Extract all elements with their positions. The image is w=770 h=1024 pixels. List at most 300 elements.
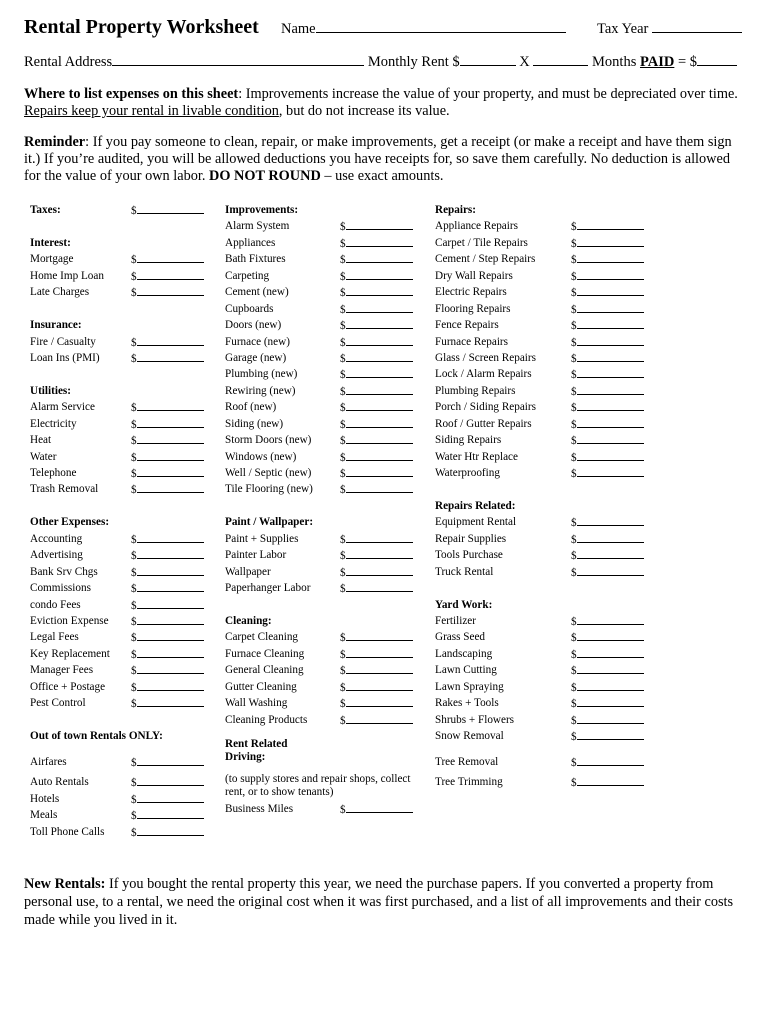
expense-row — [30, 695, 210, 711]
expense-row — [30, 807, 210, 823]
amount-blank[interactable] — [577, 416, 644, 428]
amount-field[interactable] — [340, 218, 413, 235]
amount-field[interactable] — [571, 695, 644, 712]
amount-blank[interactable] — [346, 416, 413, 428]
amount-blank[interactable] — [577, 465, 644, 477]
expense-row — [225, 771, 420, 784]
amount-field[interactable] — [131, 695, 204, 712]
amount-blank[interactable] — [137, 564, 204, 576]
item-label-legal-fees: Legal Fees — [30, 631, 79, 644]
amount-field[interactable] — [340, 679, 413, 696]
dollar-sign: $ — [571, 336, 577, 349]
dollar-sign: $ — [571, 237, 577, 250]
amount-field[interactable] — [131, 791, 204, 808]
amount-blank[interactable] — [577, 301, 644, 313]
amount-field[interactable] — [340, 449, 413, 466]
amount-blank[interactable] — [577, 432, 644, 444]
dollar-sign: $ — [340, 566, 346, 579]
amount-field[interactable] — [131, 481, 204, 498]
section-heading-repairs-related: Repairs Related: — [435, 499, 516, 512]
amount-field[interactable] — [340, 416, 413, 433]
amount-blank[interactable] — [137, 202, 204, 214]
amount-field[interactable] — [340, 383, 413, 400]
item-label-gutter-cleaning: Gutter Cleaning — [225, 680, 297, 693]
amount-field[interactable] — [131, 662, 204, 679]
dollar-sign: $ — [340, 369, 346, 382]
item-label-plumbing-new: Plumbing (new) — [225, 368, 298, 381]
amount-field[interactable] — [131, 824, 204, 841]
amount-blank[interactable] — [577, 399, 644, 411]
dollar-sign: $ — [131, 484, 137, 497]
amount-blank[interactable] — [346, 465, 413, 477]
amount-field[interactable] — [571, 712, 644, 729]
section-heading-row — [435, 597, 650, 613]
name-blank[interactable] — [316, 20, 566, 33]
item-label-storm-doors-new: Storm Doors (new) — [225, 434, 312, 447]
amount-blank[interactable] — [137, 695, 204, 707]
amount-field[interactable] — [340, 235, 413, 252]
new-rentals-bold: New Rentals: — [24, 876, 106, 892]
amount-field[interactable] — [131, 251, 204, 268]
amount-blank[interactable] — [137, 629, 204, 641]
amount-field[interactable] — [340, 547, 413, 564]
expense-row — [30, 449, 210, 465]
amount-field[interactable] — [131, 350, 204, 367]
amount-field[interactable] — [131, 399, 204, 416]
amount-blank[interactable] — [137, 432, 204, 444]
amount-blank[interactable] — [137, 531, 204, 543]
amount-field[interactable] — [340, 629, 413, 646]
item-label-furnace-cleaning: Furnace Cleaning — [225, 647, 305, 660]
item-label-electric-repairs: Electric Repairs — [435, 286, 507, 299]
expense-row — [225, 334, 420, 350]
dollar-sign: $ — [131, 418, 137, 431]
amount-blank[interactable] — [346, 547, 413, 559]
amount-field[interactable] — [340, 366, 413, 383]
amount-field[interactable] — [571, 317, 644, 334]
amount-field[interactable] — [131, 547, 204, 564]
amount-field[interactable] — [571, 514, 644, 531]
dollar-sign: $ — [131, 270, 137, 283]
amount-field[interactable] — [131, 202, 204, 219]
amount-blank[interactable] — [577, 514, 644, 526]
months-blank[interactable] — [533, 53, 588, 66]
amount-blank[interactable] — [346, 695, 413, 707]
amount-blank[interactable] — [577, 695, 644, 707]
monthly-rent-blank[interactable] — [460, 53, 516, 66]
expense-row — [30, 662, 210, 678]
section-heading-row — [225, 736, 420, 749]
dollar-sign: $ — [131, 451, 137, 464]
amount-field[interactable] — [340, 580, 413, 597]
expense-row — [435, 366, 650, 382]
amount-field[interactable] — [131, 465, 204, 482]
dollar-sign: $ — [131, 583, 137, 596]
dollar-sign: $ — [131, 777, 137, 790]
dollar-sign: $ — [571, 418, 577, 431]
item-label-shrubs-flowers: Shrubs + Flowers — [435, 713, 515, 726]
amount-field[interactable] — [131, 597, 204, 614]
item-label-hotels: Hotels — [30, 792, 60, 805]
amount-field[interactable] — [571, 646, 644, 663]
expense-row — [225, 218, 420, 234]
reminder-text: : If you pay someone to clean, repair, or make improvements, get a receipt (or make a receipt and have them sign it.) If you’re audited, you will be allowed deductions you have receipts for, so save them carefully. No deduction is allowed for the value of your own labor. — [24, 134, 732, 184]
amount-blank[interactable] — [137, 465, 204, 477]
amount-field[interactable] — [571, 432, 644, 449]
amount-field[interactable] — [340, 662, 413, 679]
section-heading-row — [225, 749, 420, 765]
item-label-snow-removal: Snow Removal — [435, 730, 504, 742]
amount-blank[interactable] — [577, 754, 644, 766]
expense-row — [30, 251, 210, 267]
amount-blank[interactable] — [346, 350, 413, 362]
amount-field[interactable] — [340, 564, 413, 581]
amount-blank[interactable] — [577, 350, 644, 362]
dollar-sign: $ — [571, 221, 577, 234]
item-label-landscaping: Landscaping — [435, 647, 493, 660]
dollar-sign: $ — [131, 615, 137, 628]
expense-row — [435, 383, 650, 399]
amount-blank[interactable] — [577, 334, 644, 346]
item-label-furnace-new: Furnace (new) — [225, 335, 290, 348]
amount-field[interactable] — [131, 754, 204, 771]
expense-row — [225, 695, 420, 711]
amount-field[interactable] — [571, 284, 644, 301]
amount-blank[interactable] — [346, 481, 413, 493]
amount-field[interactable] — [340, 801, 413, 818]
dollar-sign: $ — [131, 698, 137, 711]
amount-field[interactable] — [131, 580, 204, 597]
expense-row — [225, 449, 420, 465]
tax-year-blank[interactable] — [652, 20, 742, 33]
section-heading-row — [30, 514, 210, 530]
amount-blank[interactable] — [346, 317, 413, 329]
amount-blank[interactable] — [346, 383, 413, 395]
section-heading-out-of-town-rentals-only: Out of town Rentals ONLY: — [30, 730, 163, 742]
expense-row — [30, 432, 210, 448]
expense-row — [225, 481, 420, 497]
amount-field[interactable] — [131, 646, 204, 663]
dollar-sign: $ — [131, 632, 137, 645]
amount-blank[interactable] — [137, 613, 204, 625]
amount-blank[interactable] — [137, 350, 204, 362]
amount-blank[interactable] — [137, 791, 204, 803]
item-label-waterproofing: Waterproofing — [435, 467, 500, 479]
item-label-well-septic-new: Well / Septic (new) — [225, 467, 312, 479]
item-label-heat: Heat — [30, 434, 52, 447]
total-rent-blank[interactable] — [697, 53, 737, 66]
section-heading-improvements: Improvements: — [225, 204, 299, 216]
amount-field[interactable] — [131, 531, 204, 548]
expense-row — [30, 597, 210, 613]
rental-address-blank[interactable] — [112, 53, 364, 66]
amount-blank[interactable] — [577, 449, 644, 461]
expense-row — [435, 613, 650, 629]
amount-field[interactable] — [571, 301, 644, 318]
section-heading-row — [30, 383, 210, 399]
tax-year-field[interactable] — [597, 20, 742, 38]
amount-blank[interactable] — [577, 662, 644, 674]
amount-field[interactable] — [340, 712, 413, 729]
expense-row — [435, 712, 650, 728]
section-heading-row — [435, 202, 650, 218]
page-title: Rental Property Worksheet — [24, 16, 259, 38]
amount-blank[interactable] — [577, 613, 644, 625]
amount-field[interactable] — [340, 350, 413, 367]
amount-blank[interactable] — [137, 807, 204, 819]
amount-blank[interactable] — [346, 679, 413, 691]
dollar-sign: $ — [340, 681, 346, 694]
expense-row — [435, 416, 650, 432]
amount-field[interactable] — [131, 679, 204, 696]
amount-field[interactable] — [571, 218, 644, 235]
paid-label: PAID — [639, 54, 675, 70]
amount-blank[interactable] — [137, 449, 204, 461]
amount-blank[interactable] — [577, 712, 644, 724]
item-label-equipment-rental: Equipment Rental — [435, 516, 517, 529]
amount-field[interactable] — [131, 432, 204, 449]
amount-blank[interactable] — [137, 268, 204, 280]
dollar-sign: $ — [340, 418, 346, 431]
amount-blank[interactable] — [137, 679, 204, 691]
amount-blank[interactable] — [137, 754, 204, 766]
amount-blank[interactable] — [346, 449, 413, 461]
item-label-grass-seed: Grass Seed — [435, 631, 486, 644]
amount-field[interactable] — [571, 728, 644, 745]
amount-field[interactable] — [131, 807, 204, 824]
item-label-paperhanger-labor: Paperhanger Labor — [225, 582, 311, 595]
amount-blank[interactable] — [137, 416, 204, 428]
amount-blank[interactable] — [577, 366, 644, 378]
amount-blank[interactable] — [577, 251, 644, 263]
exact-amounts: – use exact amounts. — [320, 168, 444, 184]
dollar-sign: $ — [131, 793, 137, 806]
amount-blank[interactable] — [577, 629, 644, 641]
expense-row — [30, 531, 210, 547]
section-heading-driving: Driving: — [225, 751, 266, 763]
amount-blank[interactable] — [137, 646, 204, 658]
amount-field[interactable] — [571, 774, 644, 791]
amount-blank[interactable] — [137, 774, 204, 786]
amount-blank[interactable] — [577, 728, 644, 740]
amount-blank[interactable] — [346, 284, 413, 296]
amount-field[interactable] — [571, 679, 644, 696]
item-label-tree-trimming: Tree Trimming — [435, 776, 503, 789]
section-heading-utilities: Utilities: — [30, 384, 72, 397]
item-label-bath-fixtures: Bath Fixtures — [225, 253, 286, 266]
dollar-sign: $ — [131, 599, 137, 612]
amount-blank[interactable] — [346, 580, 413, 592]
amount-blank[interactable] — [577, 679, 644, 691]
amount-blank[interactable] — [577, 564, 644, 576]
amount-field[interactable] — [571, 754, 644, 771]
amount-field[interactable] — [340, 432, 413, 449]
amount-field[interactable] — [131, 449, 204, 466]
section-heading-paint-wallpaper: Paint / Wallpaper: — [225, 516, 314, 529]
dollar-sign: $ — [131, 648, 137, 661]
amount-blank[interactable] — [577, 317, 644, 329]
amount-field[interactable] — [571, 366, 644, 383]
amount-field[interactable] — [571, 268, 644, 285]
amount-blank[interactable] — [346, 235, 413, 247]
expense-row — [225, 366, 420, 382]
dollar-sign: $ — [571, 468, 577, 480]
item-label-to-supply-stores-and-repair-shops-collect: (to supply stores and repair shops, collect — [225, 773, 411, 786]
expense-row — [30, 774, 210, 790]
item-label-home-imp-loan: Home Imp Loan — [30, 269, 104, 282]
expense-row — [225, 784, 420, 800]
amount-field[interactable] — [571, 465, 644, 482]
amount-blank[interactable] — [346, 432, 413, 444]
section-heading-row — [225, 514, 420, 530]
amount-field[interactable] — [571, 629, 644, 646]
amount-blank[interactable] — [346, 712, 413, 724]
expense-row — [435, 235, 650, 251]
amount-blank[interactable] — [346, 662, 413, 674]
amount-blank[interactable] — [137, 334, 204, 346]
amount-blank[interactable] — [346, 564, 413, 576]
amount-blank[interactable] — [137, 399, 204, 411]
dollar-sign: $ — [131, 550, 137, 563]
amount-blank[interactable] — [346, 531, 413, 543]
expense-row — [225, 629, 420, 645]
amount-field[interactable] — [131, 334, 204, 351]
amount-field[interactable] — [571, 564, 644, 581]
amount-blank[interactable] — [577, 284, 644, 296]
item-label-business-miles: Business Miles — [225, 802, 294, 815]
amount-blank[interactable] — [346, 301, 413, 313]
amount-field[interactable] — [340, 268, 413, 285]
expense-row — [30, 547, 210, 563]
amount-blank[interactable] — [346, 218, 413, 230]
amount-blank[interactable] — [346, 646, 413, 658]
amount-field[interactable] — [340, 301, 413, 318]
item-label-rewiring-new: Rewiring (new) — [225, 384, 296, 397]
amount-field[interactable] — [571, 416, 644, 433]
amount-field[interactable] — [340, 695, 413, 712]
section-heading-row — [225, 202, 420, 218]
amount-blank[interactable] — [346, 629, 413, 641]
amount-field[interactable] — [571, 350, 644, 367]
amount-blank[interactable] — [577, 268, 644, 280]
spacer — [30, 712, 210, 728]
amount-field[interactable] — [131, 629, 204, 646]
name-field[interactable] — [281, 20, 566, 38]
dollar-sign: $ — [571, 731, 577, 743]
amount-field[interactable] — [571, 383, 644, 400]
item-label-tools-purchase: Tools Purchase — [435, 549, 503, 562]
amount-blank[interactable] — [577, 547, 644, 559]
where-text: : Improvements increase the value of your property, and must be depreciated over time. — [238, 86, 738, 102]
dollar-sign: $ — [340, 435, 346, 448]
amount-field[interactable] — [340, 399, 413, 416]
dollar-sign: $ — [340, 583, 346, 596]
amount-blank[interactable] — [577, 235, 644, 247]
amount-field[interactable] — [131, 613, 204, 630]
amount-blank[interactable] — [346, 251, 413, 263]
amount-field[interactable] — [571, 235, 644, 252]
amount-blank[interactable] — [137, 824, 204, 836]
spacer — [225, 597, 420, 613]
amount-blank[interactable] — [346, 366, 413, 378]
amount-field[interactable] — [131, 564, 204, 581]
amount-blank[interactable] — [577, 646, 644, 658]
amount-blank[interactable] — [577, 383, 644, 395]
amount-field[interactable] — [340, 284, 413, 301]
expense-row — [30, 580, 210, 596]
item-label-carpet-cleaning: Carpet Cleaning — [225, 631, 299, 644]
expense-row — [225, 662, 420, 678]
amount-blank[interactable] — [346, 399, 413, 411]
amount-blank[interactable] — [137, 662, 204, 674]
dollar-sign: $ — [571, 648, 577, 661]
item-label-painter-labor: Painter Labor — [225, 549, 287, 562]
amount-blank[interactable] — [577, 774, 644, 786]
expense-row — [225, 268, 420, 284]
amount-field[interactable] — [571, 613, 644, 630]
amount-field[interactable] — [131, 268, 204, 285]
amount-field[interactable] — [340, 481, 413, 498]
expense-row — [30, 268, 210, 284]
section-heading-cleaning: Cleaning: — [225, 614, 272, 627]
amount-blank[interactable] — [577, 531, 644, 543]
dollar-sign: $ — [571, 385, 577, 398]
monthly-rent-label: Monthly Rent $ — [367, 54, 460, 70]
amount-field[interactable] — [131, 284, 204, 301]
amount-blank[interactable] — [137, 481, 204, 493]
spacer — [30, 498, 210, 514]
amount-field[interactable] — [340, 334, 413, 351]
amount-field[interactable] — [571, 399, 644, 416]
expense-row — [225, 465, 420, 481]
amount-field[interactable] — [571, 531, 644, 548]
expense-row — [435, 629, 650, 645]
amount-field[interactable] — [571, 662, 644, 679]
amount-field[interactable] — [340, 531, 413, 548]
amount-blank[interactable] — [137, 251, 204, 263]
amount-blank[interactable] — [137, 284, 204, 296]
amount-field[interactable] — [340, 251, 413, 268]
amount-field[interactable] — [571, 547, 644, 564]
dollar-sign: $ — [131, 533, 137, 546]
amount-field[interactable] — [131, 416, 204, 433]
amount-field[interactable] — [340, 646, 413, 663]
amount-blank[interactable] — [137, 580, 204, 592]
amount-field[interactable] — [571, 449, 644, 466]
dollar-sign: $ — [340, 550, 346, 563]
dollar-sign: $ — [340, 648, 346, 661]
expense-row — [435, 646, 650, 662]
amount-field[interactable] — [571, 251, 644, 268]
dollar-sign: $ — [340, 320, 346, 333]
amount-blank[interactable] — [137, 547, 204, 559]
amount-blank[interactable] — [137, 597, 204, 609]
amount-blank[interactable] — [346, 334, 413, 346]
amount-field[interactable] — [340, 465, 413, 482]
dollar-sign: $ — [571, 402, 577, 415]
dollar-sign: $ — [131, 810, 137, 823]
dollar-sign: $ — [131, 336, 137, 349]
amount-field[interactable] — [571, 334, 644, 351]
amount-field[interactable] — [131, 774, 204, 791]
dollar-sign: $ — [571, 550, 577, 563]
amount-blank[interactable] — [577, 218, 644, 230]
expense-row — [435, 754, 650, 774]
amount-blank[interactable] — [346, 268, 413, 280]
amount-blank[interactable] — [346, 801, 413, 813]
expense-row — [225, 712, 420, 728]
amount-field[interactable] — [340, 317, 413, 334]
